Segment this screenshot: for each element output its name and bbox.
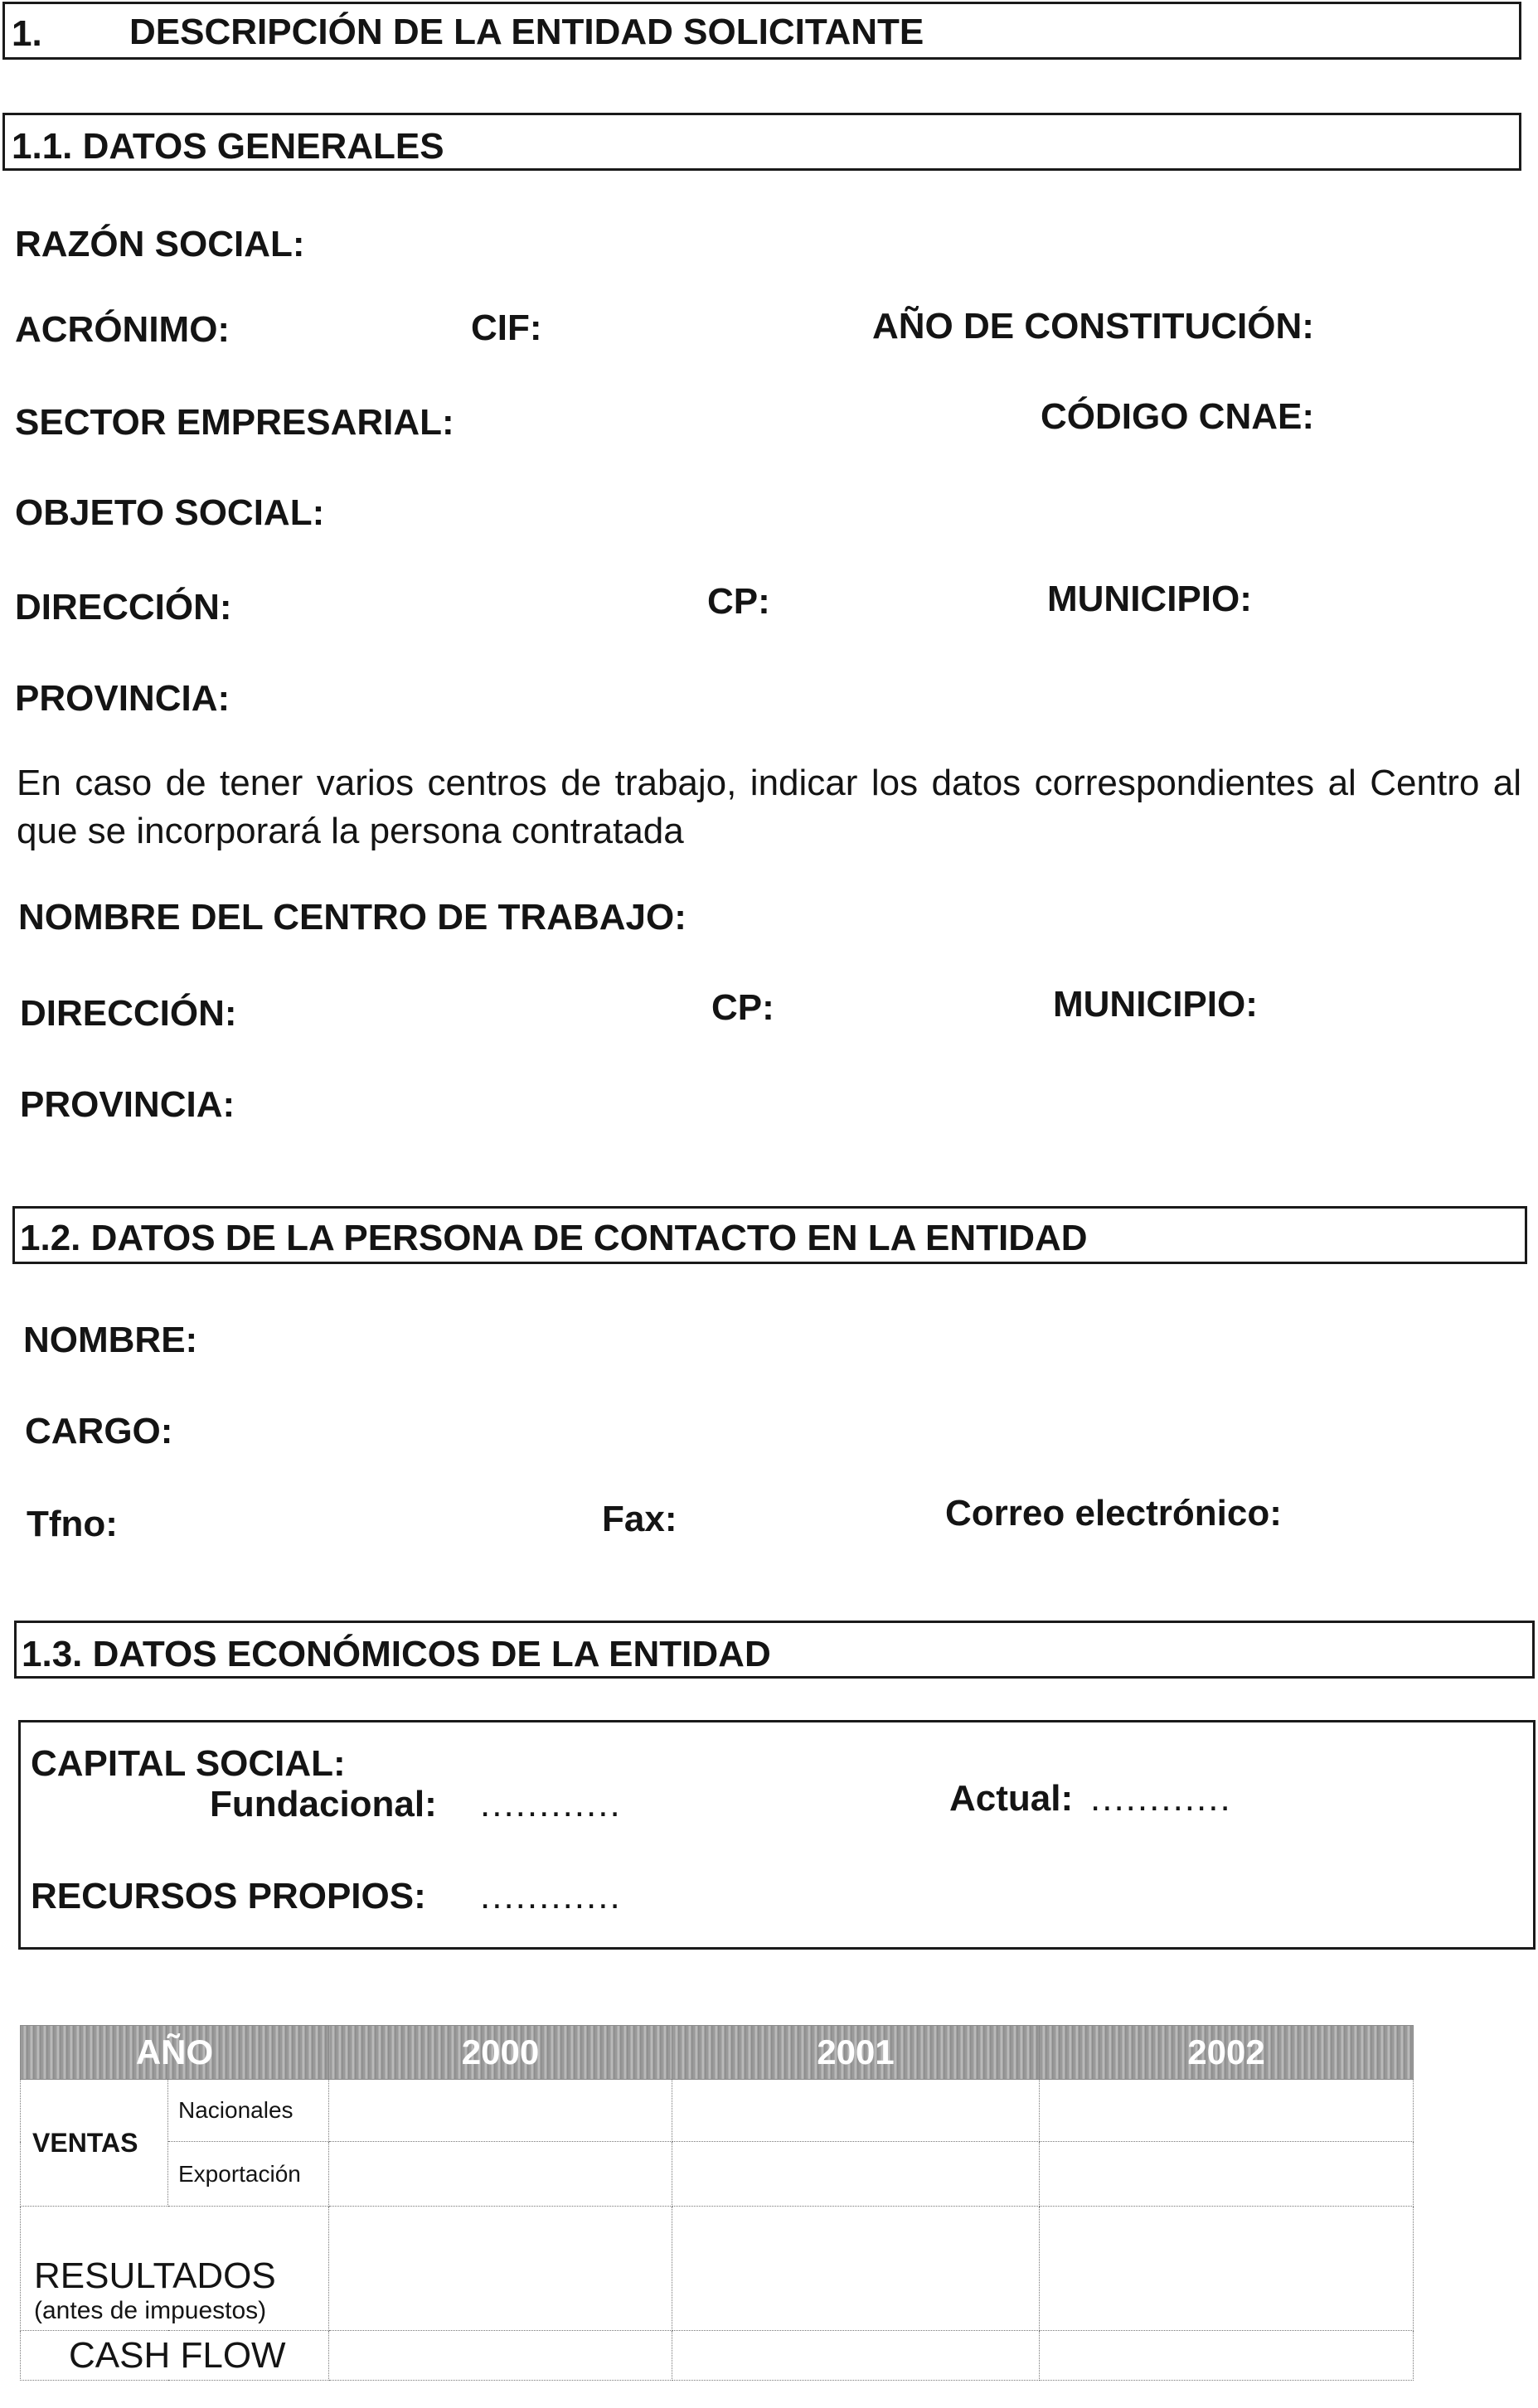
municipio-centro-label: MUNICIPIO: (1053, 984, 1258, 1025)
header-2001: 2001 (672, 2026, 1040, 2080)
cell-resultados-2001[interactable] (672, 2207, 1040, 2331)
cp-label: CP: (707, 581, 770, 622)
provincia-label: PROVINCIA: (15, 678, 230, 719)
cell-nacionales-2002[interactable] (1040, 2080, 1414, 2142)
cash-flow-label: CASH FLOW (21, 2331, 329, 2381)
table-row-resultados (21, 2207, 1414, 2331)
capital-box (18, 1720, 1536, 1950)
table-header-row (21, 2026, 1414, 2080)
cell-nacionales-2000[interactable] (329, 2080, 672, 2142)
cif-label: CIF: (471, 308, 542, 348)
ventas-label: VENTAS (21, 2080, 168, 2207)
section-1-number: 1. (12, 13, 42, 54)
header-anio: AÑO (21, 2026, 329, 2080)
section-1-title: DESCRIPCIÓN DE LA ENTIDAD SOLICITANTE (129, 12, 924, 52)
cell-cashflow-2000[interactable] (329, 2331, 672, 2381)
table-row-cash-flow (21, 2331, 1414, 2381)
municipio-label: MUNICIPIO: (1047, 579, 1252, 619)
cell-exportacion-2000[interactable] (329, 2142, 672, 2207)
nacionales-label: Nacionales (168, 2080, 329, 2142)
cell-nacionales-2001[interactable] (672, 2080, 1040, 2142)
exportacion-label: Exportación (168, 2142, 329, 2207)
fundacional-value: ............ (480, 1784, 622, 1824)
provincia-centro-label: PROVINCIA: (20, 1084, 235, 1125)
razon-social-label: RAZÓN SOCIAL: (15, 224, 305, 264)
section-1-2-header (12, 1206, 1527, 1264)
section-1-2-title: 1.2. DATOS DE LA PERSONA DE CONTACTO EN LA ENTIDAD (20, 1218, 1088, 1258)
correo-label: Correo electrónico: (945, 1493, 1282, 1533)
header-2000: 2000 (329, 2026, 672, 2080)
cell-cashflow-2001[interactable] (672, 2331, 1040, 2381)
resultados-label: RESULTADOS (34, 2255, 276, 2296)
acronimo-label: ACRÓNIMO: (15, 309, 230, 350)
recursos-propios-value: ............ (480, 1876, 622, 1916)
section-1-1-header (2, 113, 1521, 171)
cell-exportacion-2001[interactable] (672, 2142, 1040, 2207)
work-center-note: En caso de tener varios centros de trabajo, indicar los datos correspondientes al Centro al que se incorporará la persona contratada (17, 763, 1521, 851)
fax-label: Fax: (602, 1499, 677, 1539)
codigo-cnae-label: CÓDIGO CNAE: (1041, 396, 1314, 437)
anio-constitucion-label: AÑO DE CONSTITUCIÓN: (872, 306, 1314, 346)
section-1-3-header (14, 1621, 1535, 1679)
actual-label: Actual: (949, 1778, 1074, 1819)
direccion-centro-label: DIRECCIÓN: (20, 993, 237, 1034)
cell-exportacion-2002[interactable] (1040, 2142, 1414, 2207)
contacto-cargo-label: CARGO: (25, 1411, 173, 1451)
resultados-cell (21, 2207, 329, 2331)
actual-value: ............ (1090, 1778, 1232, 1819)
capital-social-label: CAPITAL SOCIAL: (31, 1743, 346, 1784)
recursos-propios-label: RECURSOS PROPIOS: (31, 1876, 426, 1916)
fundacional-label: Fundacional: (210, 1784, 437, 1824)
sector-empresarial-label: SECTOR EMPRESARIAL: (15, 402, 454, 443)
resultados-sub-label: (antes de impuestos) (34, 2297, 267, 2324)
section-1-1-title: 1.1. DATOS GENERALES (12, 126, 444, 167)
table-row-exportacion (21, 2142, 1414, 2207)
section-1-3-title: 1.3. DATOS ECONÓMICOS DE LA ENTIDAD (22, 1634, 771, 1674)
cell-cashflow-2002[interactable] (1040, 2331, 1414, 2381)
direccion-label: DIRECCIÓN: (15, 587, 232, 627)
header-2002: 2002 (1040, 2026, 1414, 2080)
table-row-nacionales (21, 2080, 1414, 2142)
cell-resultados-2000[interactable] (329, 2207, 672, 2331)
economic-data-table (20, 2025, 1414, 2381)
contacto-nombre-label: NOMBRE: (23, 1320, 198, 1360)
section-1-header (2, 2, 1521, 60)
cell-resultados-2002[interactable] (1040, 2207, 1414, 2331)
nombre-centro-label: NOMBRE DEL CENTRO DE TRABAJO: (18, 897, 687, 938)
tfno-label: Tfno: (27, 1504, 118, 1544)
objeto-social-label: OBJETO SOCIAL: (15, 492, 325, 533)
cp-centro-label: CP: (711, 987, 774, 1028)
